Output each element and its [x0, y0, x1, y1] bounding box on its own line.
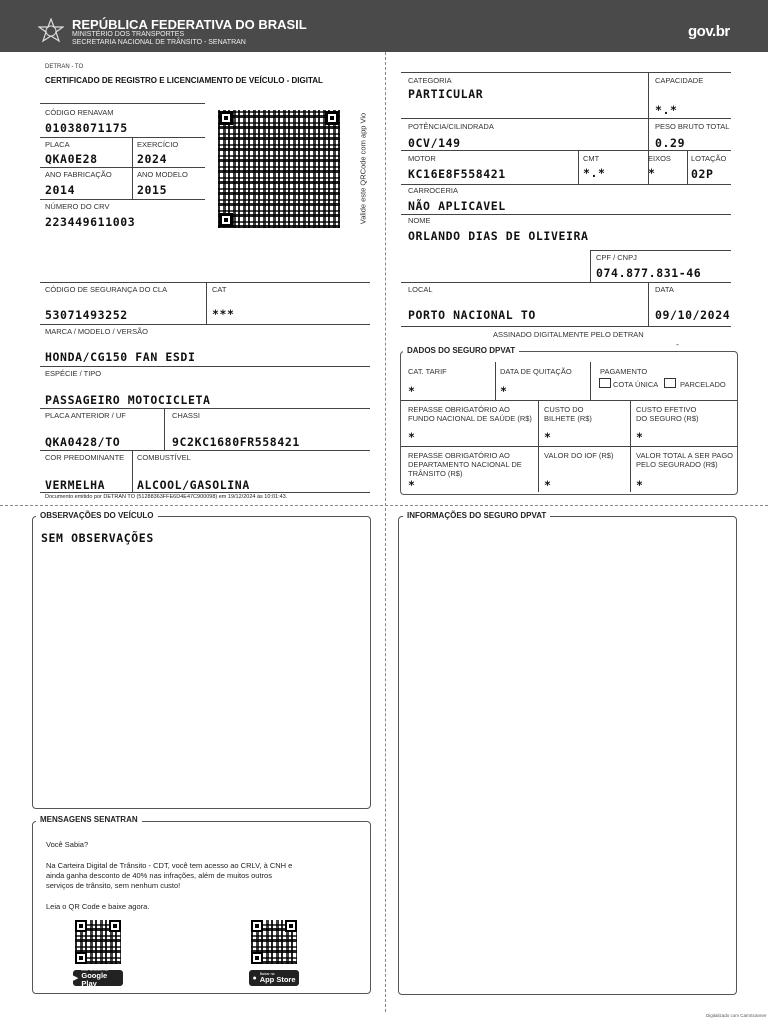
categoria-label: CATEGORIA	[408, 76, 452, 85]
rule	[495, 362, 496, 400]
local-value: PORTO NACIONAL TO	[408, 308, 536, 322]
capacidade-value: *.*	[655, 103, 678, 117]
rule	[401, 446, 737, 447]
rule	[401, 400, 737, 401]
placa-label: PLACA	[45, 140, 70, 149]
rule	[40, 167, 205, 168]
cmt-value: *.*	[583, 166, 606, 180]
ano-modelo-label: ANO MODELO	[137, 170, 188, 179]
rule	[401, 184, 731, 185]
renavam-value: 01038071175	[45, 121, 128, 135]
mensagens-line-5: Leia o QR Code e baixe agora.	[46, 902, 150, 911]
pagamento-label: PAGAMENTO	[600, 367, 648, 376]
app-store-badge[interactable]	[249, 970, 299, 986]
cpf-label: CPF / CNPJ	[596, 253, 637, 262]
apple-icon: ●	[252, 974, 257, 982]
rule	[40, 282, 370, 283]
lotacao-label: LOTAÇÃO	[691, 154, 727, 163]
header-title: REPÚBLICA FEDERATIVA DO BRASIL	[72, 17, 307, 32]
potencia-value: 0CV/149	[408, 136, 461, 150]
rule	[40, 137, 205, 138]
cat-tarif-label: CAT. TARIF	[408, 367, 447, 376]
cpf-value: 074.877.831-46	[596, 266, 702, 280]
custo-efetivo-label-1: CUSTO EFETIVO	[636, 405, 697, 414]
rule	[40, 103, 205, 104]
codigo-seguranca-label: CÓDIGO DE SEGURANÇA DO CLA	[45, 285, 168, 294]
rule	[40, 324, 370, 325]
google-play-icon: ▶	[73, 975, 79, 982]
combustivel-label: COMBUSTÍVEL	[137, 453, 191, 462]
rule	[164, 408, 165, 450]
mensagens-line-2: Na Carteira Digital de Trânsito - CDT, você tem acesso ao CRLV, à CNH e	[46, 861, 293, 870]
rule	[132, 137, 133, 199]
govbr-logo: gov.br	[688, 23, 730, 40]
header-subtitle-ministry: MINISTÉRIO DOS TRANSPORTES	[72, 31, 185, 38]
header-subtitle-senatran: SECRETARIA NACIONAL DE TRÂNSITO - SENATRAN	[72, 39, 246, 46]
ano-modelo-value: 2015	[137, 183, 168, 197]
exercicio-label: EXERCÍCIO	[137, 140, 179, 149]
motor-label: MOTOR	[408, 154, 436, 163]
valor-iof-value: *	[544, 478, 552, 492]
custo-efetivo-label-2: DO SEGURO (R$)	[636, 414, 699, 423]
valor-total-label-1: VALOR TOTAL A SER PAGO	[636, 451, 733, 460]
codigo-seguranca-value: 53071493252	[45, 308, 128, 322]
rule	[590, 250, 731, 251]
eixos-value: *	[648, 166, 656, 180]
info-seguro-box	[398, 516, 737, 995]
rule	[40, 408, 370, 409]
especie-value: PASSAGEIRO MOTOCICLETA	[45, 393, 211, 407]
qr-caption: Valide este QRCode com app Vio	[358, 112, 368, 225]
cota-unica-label: COTA ÚNICA	[613, 380, 659, 389]
carroceria-label: CARROCERIA	[408, 186, 459, 195]
ano-fabricacao-label: ANO FABRICAÇÃO	[45, 170, 112, 179]
app-store-small-text: Baixar na	[259, 971, 275, 976]
especie-label: ESPÉCIE / TIPO	[45, 369, 102, 378]
ano-fabricacao-value: 2014	[45, 183, 76, 197]
motor-value: KC16E8F558421	[408, 167, 506, 181]
exercicio-value: 2024	[137, 152, 168, 166]
cat-value: ***	[212, 307, 235, 321]
capacidade-label: CAPACIDADE	[655, 76, 704, 85]
repasse-saude-label-2: FUNDO NACIONAL DE SAÚDE (R$)	[408, 414, 532, 423]
data-label: DATA	[655, 285, 674, 294]
rule	[687, 150, 688, 184]
custo-bilhete-label-1: CUSTO DO	[544, 405, 584, 414]
google-play-label: Google Play	[81, 971, 108, 988]
rule	[648, 72, 649, 118]
potencia-label: POTÊNCIA/CILINDRADA	[408, 122, 494, 131]
rule	[40, 366, 370, 367]
info-seguro-title: INFORMAÇÕES DO SEGURO DPVAT	[403, 511, 550, 520]
app-store-qr-code	[249, 918, 299, 966]
renavam-label: CÓDIGO RENAVAM	[45, 108, 114, 117]
nome-value: ORLANDO DIAS DE OLIVEIRA	[408, 229, 589, 243]
nome-label: NOME	[408, 216, 431, 225]
rule	[401, 72, 731, 73]
mensagens-line-3: ainda ganha desconto de 40% nas infrações, além de muitos outros	[46, 871, 272, 880]
marca-label: MARCA / MODELO / VERSÃO	[45, 327, 148, 336]
footer-scanner-note: Digitalizado com CamScanner	[706, 1013, 767, 1018]
chassi-value: 9C2KC1680FR558421	[172, 435, 300, 449]
repasse-saude-label-1: REPASSE OBRIGATÓRIO AO	[408, 405, 510, 414]
cat-label: CAT	[212, 285, 227, 294]
rule	[40, 450, 370, 451]
repasse-transito-value: *	[408, 478, 416, 492]
dpvat-title: DADOS DO SEGURO DPVAT	[403, 346, 519, 355]
valor-total-value: *	[636, 478, 644, 492]
observacoes-title: OBSERVAÇÕES DO VEÍCULO	[36, 511, 158, 520]
rule	[40, 199, 205, 200]
data-quitacao-label: DATA DE QUITAÇÃO	[500, 367, 572, 376]
valor-iof-label: VALOR DO IOF (R$)	[544, 451, 614, 460]
signature-note: ASSINADO DIGITALMENTE PELO DETRAN	[493, 330, 644, 339]
mensagens-title: MENSAGENS SENATRAN	[36, 815, 142, 824]
valor-total-label-2: PELO SEGURADO (R$)	[636, 460, 718, 469]
repasse-transito-label-1: REPASSE OBRIGATÓRIO AO	[408, 451, 510, 460]
eixos-label: EIXOS	[648, 154, 671, 163]
brazil-coat-of-arms-icon	[38, 18, 64, 44]
numero-crv-value: 223449611003	[45, 215, 136, 229]
carroceria-value: NÃO APLICAVEL	[408, 199, 506, 213]
rule	[401, 214, 731, 215]
data-quitacao-value: *	[500, 384, 508, 398]
repasse-transito-label-2: DEPARTAMENTO NACIONAL DE	[408, 460, 522, 469]
rule	[401, 118, 731, 119]
issuer-label: DETRAN - TO	[45, 64, 84, 70]
document-title: CERTIFICADO DE REGISTRO E LICENCIAMENTO DE VEÍCULO - DIGITAL	[45, 76, 323, 85]
rule	[401, 282, 731, 283]
rule	[401, 326, 731, 327]
cor-value: VERMELHA	[45, 478, 106, 492]
marca-value: HONDA/CG150 FAN ESDI	[45, 350, 196, 364]
observacoes-box	[32, 516, 371, 809]
rule	[590, 362, 591, 400]
custo-efetivo-value: *	[636, 430, 644, 444]
peso-bruto-label: PESO BRUTO TOTAL	[655, 122, 730, 131]
placa-anterior-label: PLACA ANTERIOR / UF	[45, 411, 126, 420]
chassi-label: CHASSI	[172, 411, 200, 420]
observacoes-text: SEM OBSERVAÇÕES	[41, 531, 154, 545]
custo-bilhete-value: *	[544, 430, 552, 444]
categoria-value: PARTICULAR	[408, 87, 484, 101]
lotacao-value: 02P	[691, 167, 714, 181]
combustivel-value: ALCOOL/GASOLINA	[137, 478, 250, 492]
repasse-transito-label-3: TRÂNSITO (R$)	[408, 469, 463, 478]
parcelado-label: PARCELADO	[680, 380, 726, 389]
placa-anterior-value: QKA0428/TO	[45, 435, 121, 449]
validation-qr-code	[216, 108, 342, 230]
emission-note: Documento emitido por DETRAN TO (51288363FFE6D4E47C900098) em 19/12/2024 às 10:01:43.	[45, 494, 288, 500]
google-play-qr-code	[73, 918, 123, 966]
local-label: LOCAL	[408, 285, 433, 294]
dash-mark: -	[676, 340, 679, 349]
cmt-label: CMT	[583, 154, 600, 163]
cota-unica-checkbox[interactable]	[599, 378, 611, 388]
rule	[132, 450, 133, 492]
rule	[40, 492, 370, 493]
repasse-saude-value: *	[408, 430, 416, 444]
mensagens-line-4: serviços de trânsito, sem nenhum custo!	[46, 881, 181, 890]
rule	[590, 250, 591, 282]
custo-bilhete-label-2: BILHETE (R$)	[544, 414, 592, 423]
cor-label: COR PREDOMINANTE	[45, 453, 125, 462]
data-value: 09/10/2024	[655, 308, 731, 322]
mensagens-line-1: Você Sabia?	[46, 840, 89, 849]
rule	[578, 150, 579, 184]
middle-divider	[0, 505, 768, 506]
rule	[648, 282, 649, 326]
app-store-label: App Store	[259, 975, 296, 984]
rule	[401, 150, 731, 151]
google-play-small-text: DISPONÍVEL NO	[81, 967, 109, 972]
parcelado-checkbox[interactable]	[664, 378, 676, 388]
cat-tarif-value: *	[408, 384, 416, 398]
placa-value: QKA0E28	[45, 152, 98, 166]
center-divider	[385, 52, 386, 1012]
rule	[206, 282, 207, 324]
google-play-badge[interactable]	[73, 967, 123, 988]
numero-crv-label: NÚMERO DO CRV	[45, 202, 110, 211]
peso-bruto-value: 0.29	[655, 136, 686, 150]
